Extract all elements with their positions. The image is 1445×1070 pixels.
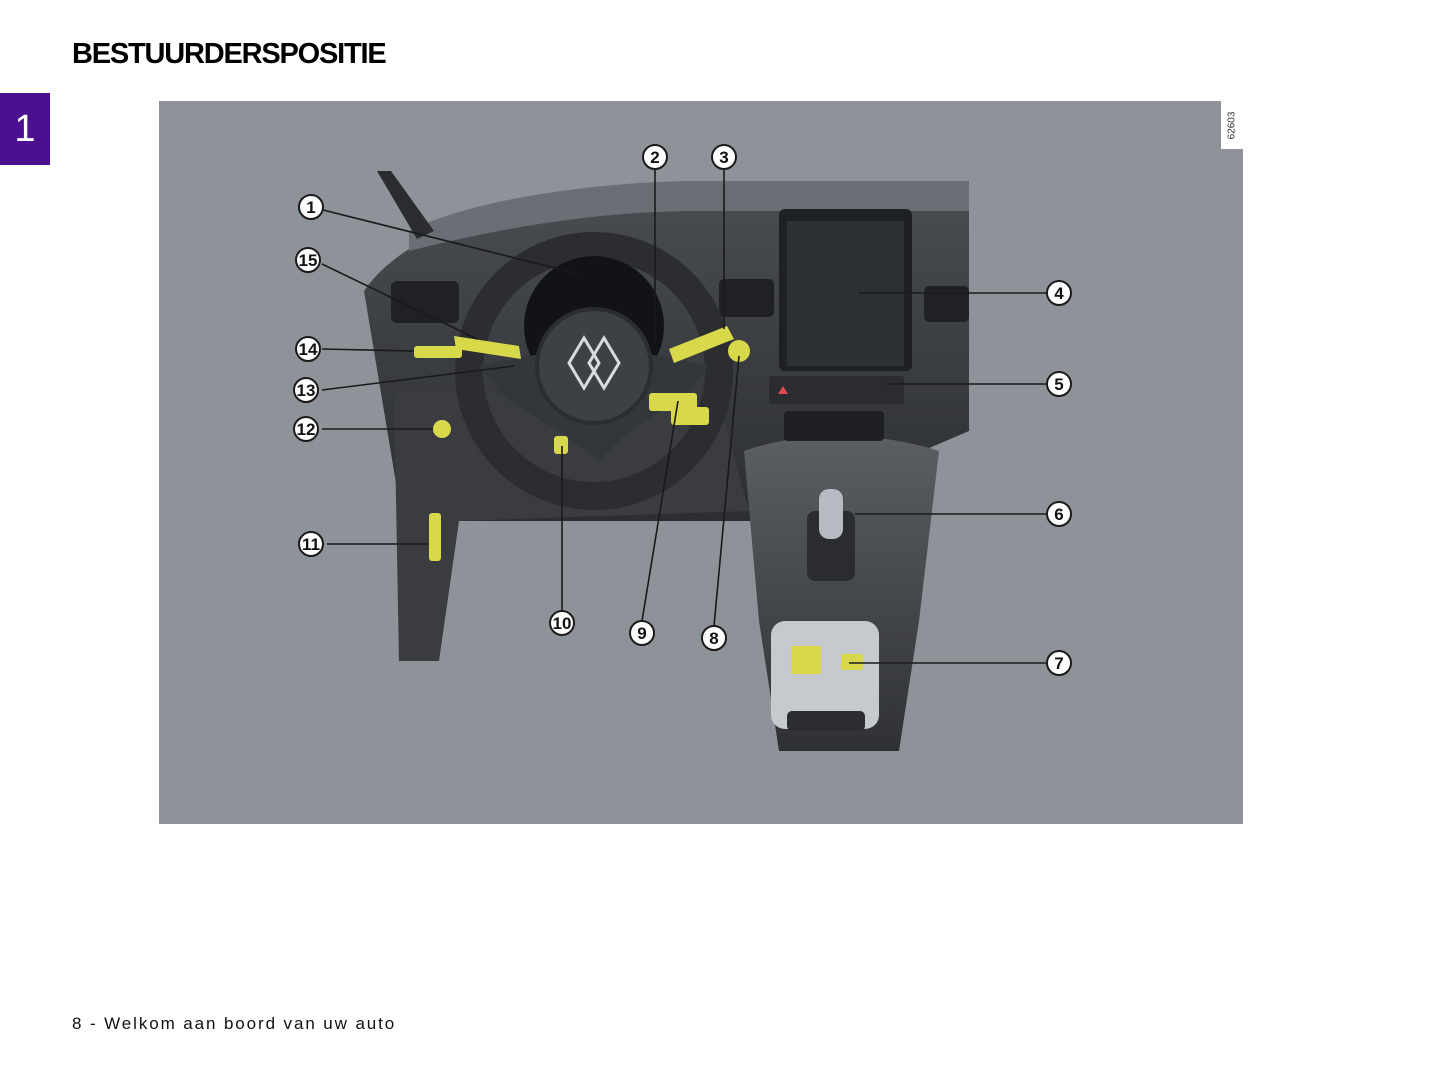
svg-text:1: 1: [306, 198, 316, 217]
svg-text:2: 2: [650, 148, 660, 167]
chapter-tab: 1: [0, 93, 50, 165]
callout-14: [296, 337, 320, 361]
callout-13: [294, 378, 318, 402]
callout-9: [630, 621, 654, 645]
callout-12: [294, 417, 318, 441]
svg-text:5: 5: [1054, 375, 1064, 394]
callout-4: [1047, 281, 1071, 305]
callout-10: [550, 611, 574, 635]
steering-wheel-hub: [537, 309, 651, 423]
dash-switch: [433, 420, 451, 438]
dashboard-illustration: [159, 101, 1243, 824]
figure-reference-code: [1221, 101, 1243, 149]
svg-text:11: 11: [302, 535, 320, 554]
svg-text:10: 10: [552, 614, 572, 633]
callout-5: [1047, 372, 1071, 396]
callout-3: [712, 145, 736, 169]
callout-11: [299, 532, 323, 556]
callout-1: [299, 195, 323, 219]
right-vent: [924, 286, 969, 322]
svg-text:14: 14: [298, 340, 318, 359]
svg-text:13: 13: [296, 381, 316, 400]
figure-reference-text: 62603: [1226, 111, 1238, 139]
callout-15: [296, 248, 320, 272]
armrest-switch-2: [841, 654, 863, 670]
gear-selector: [819, 489, 843, 539]
page-title: BESTUURDERSPOSITIE: [72, 38, 386, 70]
callout-2: [643, 145, 667, 169]
center-vent: [719, 279, 774, 317]
svg-text:15: 15: [298, 251, 318, 270]
armrest-switch-1: [791, 646, 821, 674]
storage-tray: [784, 411, 884, 441]
svg-text:3: 3: [719, 148, 729, 167]
page-footer: 8 - Welkom aan boord van uw auto: [72, 1014, 397, 1033]
armrest-handle: [787, 711, 865, 731]
svg-text:6: 6: [1054, 505, 1064, 524]
svg-text:8: 8: [709, 629, 719, 648]
svg-text:4: 4: [1054, 284, 1064, 303]
control-strip: [769, 376, 904, 404]
svg-text:7: 7: [1054, 654, 1064, 673]
callout-7: [1047, 651, 1071, 675]
callout-8: [702, 626, 726, 650]
lower-lever: [554, 436, 568, 454]
left-stalk-tip: [414, 346, 462, 358]
bonnet-release: [429, 513, 441, 561]
callout-6: [1047, 502, 1071, 526]
svg-text:12: 12: [296, 420, 316, 439]
svg-text:9: 9: [637, 624, 647, 643]
